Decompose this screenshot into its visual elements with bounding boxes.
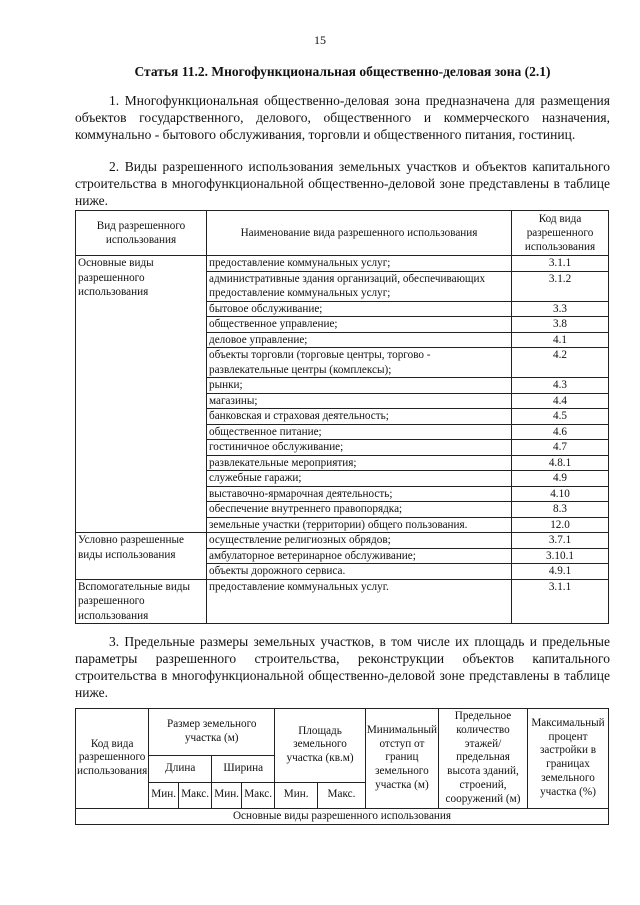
- header-area-max: Макс.: [318, 782, 366, 808]
- use-code: 3.3: [512, 301, 609, 317]
- use-code: 4.9: [512, 471, 609, 487]
- permitted-use-table-body: [76, 256, 609, 624]
- header-coverage: Максимальный процент застройки в границах земельного участка (%): [528, 709, 609, 809]
- use-name: банковская и страховая деятельность;: [207, 409, 512, 425]
- use-code: 4.9.1: [512, 564, 609, 580]
- use-name: общественное управление;: [207, 317, 512, 333]
- use-code: 3.8: [512, 317, 609, 333]
- header-width-max: Макс.: [242, 782, 275, 808]
- use-code: 4.7: [512, 440, 609, 456]
- header-area: Площадь земельного участка (кв.м): [275, 709, 366, 783]
- use-name: служебные гаражи;: [207, 471, 512, 487]
- header-length-max: Макс.: [179, 782, 212, 808]
- paragraph-1: 1. Многофункциональная общественно-деловая зона предназначена для размещения объектов государственного, делового, общественного и коммерческого назначения, коммунально - бытового обслуживания, торговли и общественного питания, гостиниц.: [75, 93, 610, 142]
- use-name: магазины;: [207, 393, 512, 409]
- use-name: бытовое обслуживание;: [207, 301, 512, 317]
- header-use-name: Наименование вида разрешенного использования: [207, 211, 512, 256]
- header-width-min: Мин.: [212, 782, 242, 808]
- use-category: Условно разрешенные виды использования: [76, 533, 207, 580]
- use-category: Вспомогательные виды разрешенного использования: [76, 579, 207, 624]
- use-code: 12.0: [512, 517, 609, 533]
- table-row: [76, 256, 609, 272]
- use-code: 4.2: [512, 348, 609, 378]
- use-code: 4.5: [512, 409, 609, 425]
- use-name: амбулаторное ветеринарное обслуживание;: [207, 548, 512, 564]
- header-length: Длина: [149, 756, 212, 782]
- table-row: [76, 533, 609, 549]
- use-name: административные здания организаций, обеспечивающих предоставление коммунальных услуг;: [207, 271, 512, 301]
- use-code: 3.1.1: [512, 579, 609, 624]
- use-code: 4.10: [512, 486, 609, 502]
- header-area-min: Мин.: [275, 782, 318, 808]
- use-name: рынки;: [207, 378, 512, 394]
- use-code: 3.1.1: [512, 256, 609, 272]
- use-code: 4.4: [512, 393, 609, 409]
- use-name: объекты дорожного сервиса.: [207, 564, 512, 580]
- header-use-code: Код вида разрешенного использования: [512, 211, 609, 256]
- paragraph-2: 2. Виды разрешенного использования земельных участков и объектов капитального строительства в многофункциональной общественно-деловой зоне представлены в таблице ниже.: [75, 159, 610, 208]
- use-code: 3.10.1: [512, 548, 609, 564]
- use-name: гостиничное обслуживание;: [207, 440, 512, 456]
- use-category: Основные виды разрешенного использования: [76, 256, 207, 533]
- page-number: 15: [314, 33, 326, 47]
- article-title: Статья 11.2. Многофункциональная общественно-деловая зона (2.1): [134, 64, 551, 79]
- header-width: Ширина: [212, 756, 275, 782]
- table-row: [76, 579, 609, 624]
- header-use-type: Вид разрешенного использования: [76, 211, 207, 256]
- use-name: предоставление коммунальных услуг.: [207, 579, 512, 624]
- header-plot-size: Размер земельного участка (м): [149, 709, 275, 756]
- use-name: обеспечение внутреннего правопорядка;: [207, 502, 512, 518]
- use-code: 3.7.1: [512, 533, 609, 549]
- use-code: 4.3: [512, 378, 609, 394]
- parameters-table: [75, 708, 609, 825]
- use-code: 4.6: [512, 424, 609, 440]
- header-length-min: Мин.: [149, 782, 179, 808]
- use-name: выставочно-ярмарочная деятельность;: [207, 486, 512, 502]
- use-name: предоставление коммунальных услуг;: [207, 256, 512, 272]
- use-code: 3.1.2: [512, 271, 609, 301]
- section-row: Основные виды разрешенного использования: [76, 808, 609, 825]
- header-setback: Минимальный отступ от границ земельного участка (м): [365, 709, 438, 809]
- use-code: 4.1: [512, 332, 609, 348]
- use-code: 8.3: [512, 502, 609, 518]
- paragraph-3: 3. Предельные размеры земельных участков, в том числе их площадь и предельные параметры разрешенного строительства, реконструкции объектов капитального строительства в многофункциональной общественно-деловой зоне представлены в таблице ниже.: [75, 634, 610, 700]
- use-name: объекты торговли (торговые центры, торгово - развлекательные центры (комплексы);: [207, 348, 512, 378]
- permitted-use-table: [75, 210, 609, 624]
- use-name: общественное питание;: [207, 424, 512, 440]
- use-name: деловое управление;: [207, 332, 512, 348]
- use-name: земельные участки (территории) общего пользования.: [207, 517, 512, 533]
- use-name: развлекательные мероприятия;: [207, 455, 512, 471]
- header-code: Код вида разрешенного использования: [76, 709, 149, 809]
- use-name: осуществление религиозных обрядов;: [207, 533, 512, 549]
- use-code: 4.8.1: [512, 455, 609, 471]
- header-floors: Предельное количество этажей/ предельная высота зданий, строений, сооружений (м): [439, 709, 528, 809]
